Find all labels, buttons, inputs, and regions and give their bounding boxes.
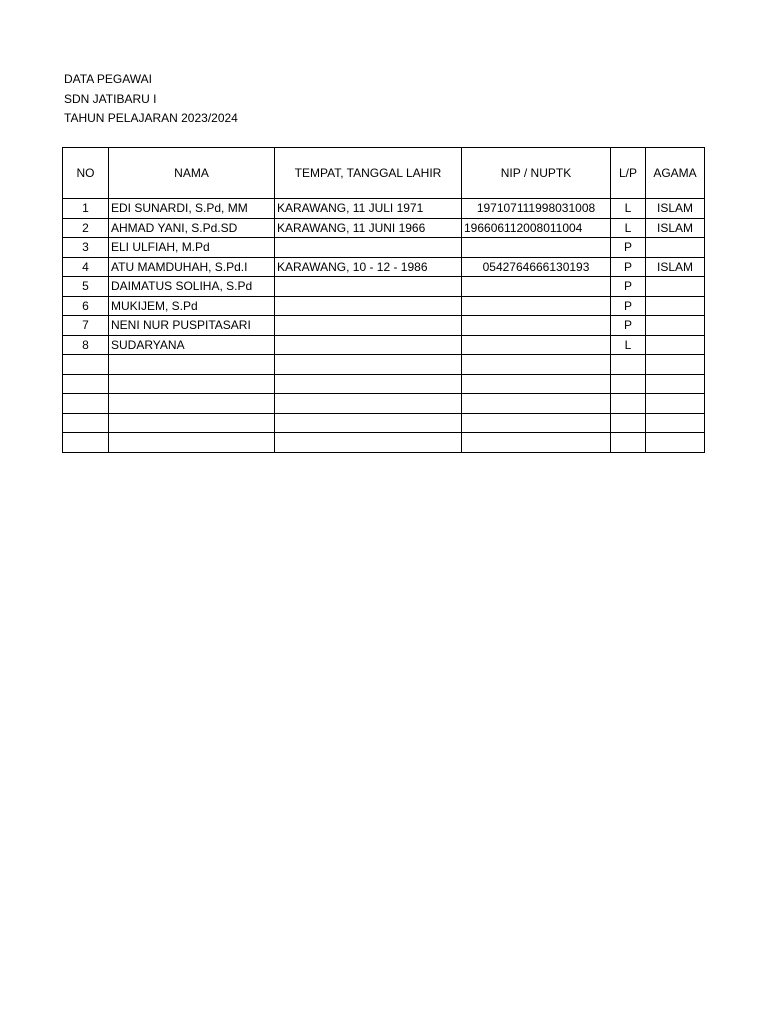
cell-agama — [646, 413, 705, 433]
cell-nama — [109, 413, 275, 433]
cell-agama — [646, 335, 705, 355]
table-row — [63, 316, 705, 336]
column-header-ttl: TEMPAT, TANGGAL LAHIR — [275, 148, 462, 199]
academic-year: TAHUN PELAJARAN 2023/2024 — [64, 111, 238, 125]
table-row — [63, 199, 705, 219]
cell-ttl — [275, 374, 462, 394]
employee-table — [62, 147, 705, 453]
cell-lp — [611, 394, 646, 414]
cell-no: 1 — [63, 199, 109, 219]
cell-lp: P — [611, 316, 646, 336]
cell-lp: P — [611, 296, 646, 316]
cell-no — [63, 374, 109, 394]
cell-no: 8 — [63, 335, 109, 355]
cell-agama — [646, 374, 705, 394]
cell-nama — [109, 374, 275, 394]
cell-ttl — [275, 335, 462, 355]
cell-nama: AHMAD YANI, S.Pd.SD — [109, 218, 275, 238]
cell-nama — [109, 355, 275, 375]
cell-agama — [646, 316, 705, 336]
cell-nama: EDI SUNARDI, S.Pd, MM — [109, 199, 275, 219]
cell-no: 2 — [63, 218, 109, 238]
cell-no — [63, 433, 109, 453]
table-row — [63, 394, 705, 414]
cell-nama: MUKIJEM, S.Pd — [109, 296, 275, 316]
cell-ttl: KARAWANG, 10 - 12 - 1986 — [275, 257, 462, 277]
cell-nama — [109, 394, 275, 414]
cell-agama: ISLAM — [646, 218, 705, 238]
cell-nama: ATU MAMDUHAH, S.Pd.I — [109, 257, 275, 277]
table-row — [63, 257, 705, 277]
cell-nip — [462, 277, 611, 297]
table-row — [63, 355, 705, 375]
cell-agama: ISLAM — [646, 199, 705, 219]
cell-lp: L — [611, 199, 646, 219]
cell-nip: 197107111998031008 — [462, 199, 611, 219]
cell-agama — [646, 433, 705, 453]
cell-ttl — [275, 433, 462, 453]
cell-nip — [462, 394, 611, 414]
cell-no: 6 — [63, 296, 109, 316]
cell-ttl — [275, 238, 462, 258]
column-header-no: NO — [63, 148, 109, 199]
cell-agama — [646, 238, 705, 258]
column-header-nama: NAMA — [109, 148, 275, 199]
cell-no: 5 — [63, 277, 109, 297]
cell-no: 7 — [63, 316, 109, 336]
cell-ttl — [275, 277, 462, 297]
cell-nama: SUDARYANA — [109, 335, 275, 355]
cell-ttl — [275, 413, 462, 433]
cell-nama: NENI NUR PUSPITASARI — [109, 316, 275, 336]
cell-ttl — [275, 316, 462, 336]
cell-lp — [611, 433, 646, 453]
table-header-row — [63, 148, 705, 199]
cell-lp: P — [611, 238, 646, 258]
cell-no — [63, 413, 109, 433]
cell-no — [63, 355, 109, 375]
cell-ttl — [275, 296, 462, 316]
table-row — [63, 218, 705, 238]
cell-ttl — [275, 355, 462, 375]
cell-nama — [109, 433, 275, 453]
cell-lp: P — [611, 257, 646, 277]
cell-lp — [611, 413, 646, 433]
cell-nama: DAIMATUS SOLIHA, S.Pd — [109, 277, 275, 297]
column-header-lp: L/P — [611, 148, 646, 199]
cell-lp — [611, 355, 646, 375]
cell-agama — [646, 277, 705, 297]
table-row — [63, 374, 705, 394]
table-row — [63, 433, 705, 453]
cell-nip: 0542764666130193 — [462, 257, 611, 277]
cell-ttl — [275, 394, 462, 414]
cell-nip: 196606112008011004 — [462, 218, 611, 238]
cell-nip — [462, 433, 611, 453]
column-header-agama: AGAMA — [646, 148, 705, 199]
cell-lp: L — [611, 218, 646, 238]
cell-agama — [646, 394, 705, 414]
table-row — [63, 296, 705, 316]
cell-lp: P — [611, 277, 646, 297]
cell-no — [63, 394, 109, 414]
table-row — [63, 413, 705, 433]
cell-lp: L — [611, 335, 646, 355]
cell-nip — [462, 316, 611, 336]
table-row — [63, 335, 705, 355]
cell-nip — [462, 413, 611, 433]
cell-nip — [462, 238, 611, 258]
cell-agama — [646, 355, 705, 375]
cell-nip — [462, 296, 611, 316]
cell-agama — [646, 296, 705, 316]
column-header-nip: NIP / NUPTK — [462, 148, 611, 199]
cell-nama: ELI ULFIAH, M.Pd — [109, 238, 275, 258]
cell-agama: ISLAM — [646, 257, 705, 277]
school-name: SDN JATIBARU I — [64, 91, 157, 106]
table-row — [63, 277, 705, 297]
document-header — [64, 70, 238, 129]
cell-ttl: KARAWANG, 11 JULI 1971 — [275, 199, 462, 219]
cell-no: 3 — [63, 238, 109, 258]
cell-nip — [462, 355, 611, 375]
cell-ttl: KARAWANG, 11 JUNI 1966 — [275, 218, 462, 238]
cell-nip — [462, 335, 611, 355]
document-title: DATA PEGAWAI — [64, 72, 153, 86]
table-row — [63, 238, 705, 258]
cell-lp — [611, 374, 646, 394]
cell-no: 4 — [63, 257, 109, 277]
cell-nip — [462, 374, 611, 394]
